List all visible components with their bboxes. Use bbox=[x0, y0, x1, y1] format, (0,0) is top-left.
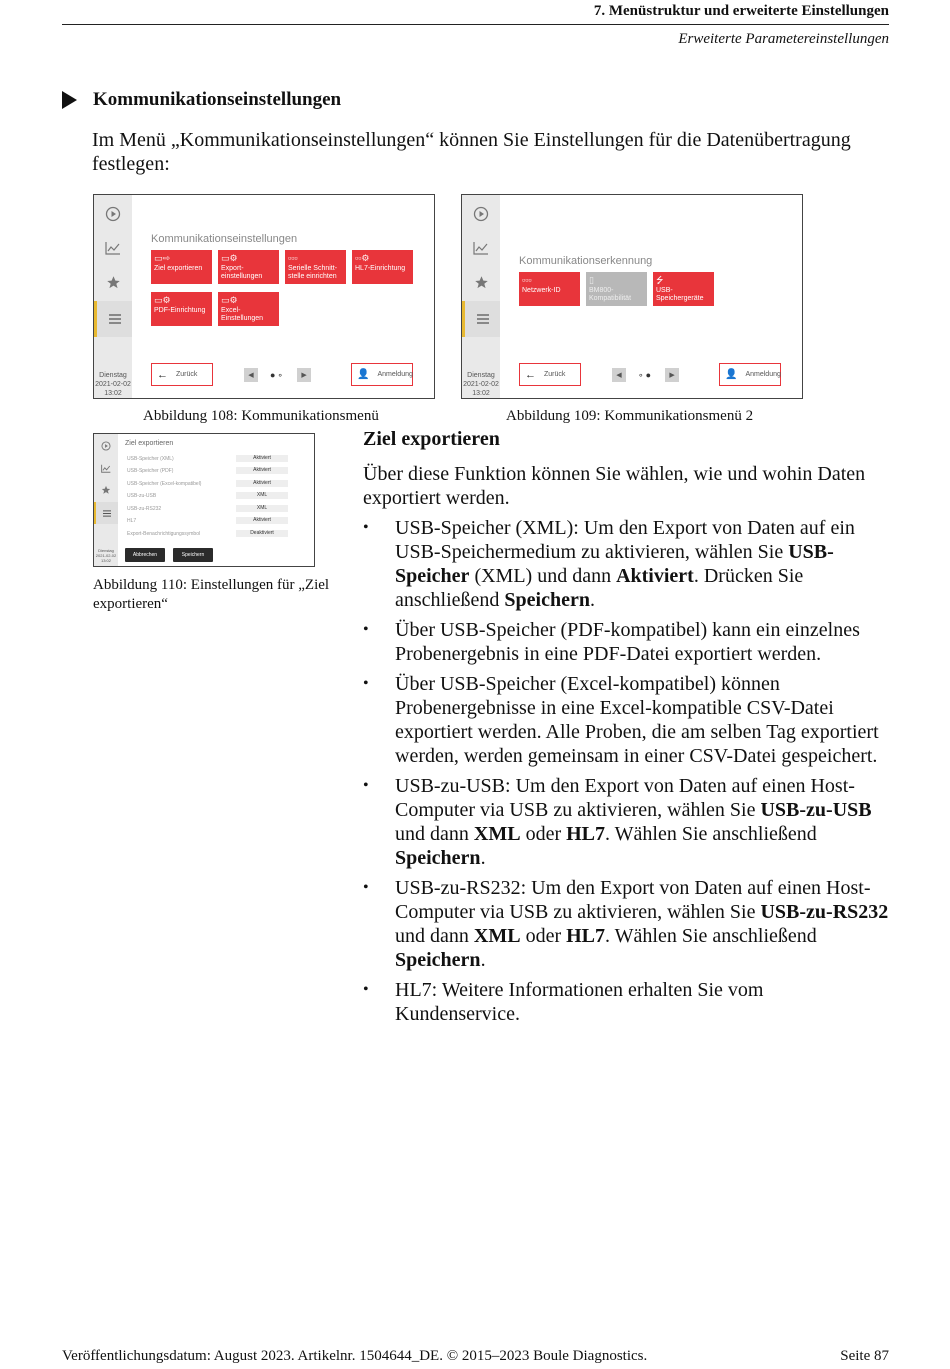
bold-text: USB-zu-USB bbox=[760, 799, 872, 821]
play-icon bbox=[462, 199, 500, 229]
setting-row-label: HL7 bbox=[127, 518, 137, 524]
tile-label: Netzwerk-ID bbox=[522, 287, 561, 294]
tile-label: Excel-Einstellungen bbox=[221, 307, 264, 322]
rail-day: Dienstag bbox=[98, 548, 114, 553]
tile-label: HL7-Einrichtung bbox=[355, 265, 406, 272]
setting-row-value: Aktiviert bbox=[236, 455, 288, 462]
next-page-icon: ▶ bbox=[297, 368, 311, 382]
page-dots: ∘● bbox=[638, 369, 654, 380]
page-dots: ●∘ bbox=[270, 369, 286, 380]
back-button bbox=[151, 363, 213, 386]
excel-settings-icon: ▭⚙ bbox=[221, 295, 238, 305]
chapter-header: 7. Menüstruktur und erweiterte Einstellungen bbox=[593, 3, 889, 19]
export-icon: ▭⇨ bbox=[154, 253, 171, 263]
tile-pdf-setup bbox=[151, 292, 212, 326]
caption-fig110-line2: exportieren“ bbox=[93, 596, 168, 612]
tile-hl7-setup bbox=[352, 250, 413, 284]
tile-serial-interface bbox=[285, 250, 346, 284]
setting-row-value: Aktiviert bbox=[236, 517, 288, 524]
menu-icon bbox=[462, 301, 500, 337]
section-title bbox=[62, 89, 341, 111]
tile-label: PDF-Einrichtung bbox=[154, 307, 206, 314]
arrow-left-icon: ← bbox=[525, 368, 536, 381]
bullet-item bbox=[363, 774, 893, 870]
network-settings-icon: ▫▫⚙ bbox=[355, 253, 370, 263]
setting-row-value: Aktiviert bbox=[236, 480, 288, 487]
tile-label: BM800-Kompatibilität bbox=[589, 287, 632, 302]
setting-row-label: USB-Speicher (XML) bbox=[127, 456, 174, 462]
bullet-item bbox=[363, 672, 893, 768]
chart-icon bbox=[94, 233, 132, 263]
menu-icon bbox=[94, 301, 132, 337]
side-rail bbox=[94, 434, 118, 566]
setting-row-label: USB-Speicher (PDF) bbox=[127, 468, 174, 474]
rail-day: Dienstag bbox=[99, 372, 127, 379]
export-settings-icon: ▭⚙ bbox=[221, 253, 238, 263]
tile-export-settings bbox=[218, 250, 279, 284]
tile-label: Export-einstellungen bbox=[221, 265, 263, 280]
bullet-text: . Drücken Sie anschließend bbox=[395, 565, 804, 611]
play-icon bbox=[94, 199, 132, 229]
setting-row-value: XML bbox=[236, 492, 288, 499]
bullet-item bbox=[363, 516, 893, 612]
caption-fig110-line1: Abbildung 110: Einstellungen für „Ziel bbox=[93, 577, 330, 593]
footer-page-number: Seite 87 bbox=[840, 1348, 889, 1364]
rail-time: 13:02 bbox=[104, 390, 122, 397]
bullet-text: oder bbox=[520, 925, 567, 947]
login-button bbox=[351, 363, 413, 386]
screenshot-communication-menu bbox=[93, 194, 435, 399]
caption-fig109: Abbildung 109: Kommunikationsmenü 2 bbox=[506, 408, 754, 424]
setting-row-label: USB-zu-RS232 bbox=[127, 506, 162, 512]
prev-page-icon: ◀ bbox=[612, 368, 626, 382]
bullet-text: und dann bbox=[395, 823, 474, 845]
play-icon bbox=[94, 436, 118, 456]
network-icon: ▫▫▫ bbox=[522, 275, 532, 285]
bullet-text: oder bbox=[520, 823, 567, 845]
star-icon bbox=[462, 267, 500, 297]
screen-title: Kommunikationseinstellungen bbox=[151, 233, 298, 245]
bold-text: XML bbox=[473, 925, 521, 947]
bold-text: USB-Speicher bbox=[395, 541, 834, 587]
tile-usb-storage bbox=[653, 272, 714, 306]
bold-text: HL7 bbox=[566, 925, 606, 947]
screenshot-export-destination bbox=[93, 433, 315, 567]
bullet-text: . bbox=[589, 589, 595, 611]
rail-date-value: 2021-02-02 bbox=[95, 553, 117, 558]
rail-date bbox=[462, 371, 500, 398]
header-rule bbox=[62, 24, 889, 25]
screen-title: Ziel exportieren bbox=[125, 440, 174, 447]
bold-text: Speichern bbox=[395, 949, 481, 971]
bold-text: HL7 bbox=[566, 823, 606, 845]
tile-network-id bbox=[519, 272, 580, 306]
bullet-text: . bbox=[480, 949, 486, 971]
login-label: Anmeldung bbox=[377, 371, 413, 378]
screenshot-communication-menu-2 bbox=[461, 194, 803, 399]
device-icon: ▯ bbox=[589, 275, 594, 285]
tile-label: Serielle Schnitt-stelle einrichten bbox=[288, 265, 338, 280]
footer-publication: Veröffentlichungsdatum: August 2023. Artikelnr. 1504644_DE. © 2015–2023 Boule Diagnostics. bbox=[62, 1348, 648, 1364]
back-label: Zurück bbox=[176, 371, 198, 378]
bold-text: Speichern bbox=[504, 589, 590, 611]
rail-date-value: 2021-02-02 bbox=[463, 381, 499, 388]
bullet-text: USB-zu-USB: Um den Export von Daten auf einen Host-Computer via USB zu aktivieren, wählen Sie bbox=[395, 775, 855, 821]
bullet-text: Über USB-Speicher (PDF-kompatibel) kann ein einzelnes Probenergebnis in eine PDF-Datei exportiert werden. bbox=[395, 619, 860, 665]
subheading: Ziel exportieren bbox=[363, 428, 500, 450]
caption-fig110 bbox=[93, 576, 329, 614]
bold-text: XML bbox=[473, 823, 521, 845]
bold-text: USB-zu-RS232 bbox=[760, 901, 889, 923]
bullet-text: . Wählen Sie anschließend bbox=[605, 925, 817, 947]
bullet-text: Über USB-Speicher (Excel-kompatibel) können Probenergebnisse in eine Excel-kompatible CSV-Datei exportiert werden. Alle Proben, die am selben Tag exportiert werden, werden gemeinsam in einer CSV-Datei gespeichert. bbox=[395, 673, 879, 767]
section-header: Erweiterte Parametereinstellungen bbox=[678, 31, 889, 47]
pager bbox=[612, 368, 679, 382]
arrow-left-icon: ← bbox=[157, 368, 168, 381]
bullet-text: und dann bbox=[395, 925, 474, 947]
bold-text: Speichern bbox=[395, 847, 481, 869]
bullet-text: . bbox=[480, 847, 486, 869]
bullet-list bbox=[363, 516, 893, 1032]
back-label: Zurück bbox=[544, 371, 566, 378]
screen-title: Kommunikationserkennung bbox=[519, 255, 653, 267]
login-label: Anmeldung bbox=[745, 371, 781, 378]
bold-text: Aktiviert bbox=[616, 565, 694, 587]
tile-label: USB-Speichergeräte bbox=[656, 287, 704, 302]
setting-row-label: USB-zu-USB bbox=[127, 493, 157, 499]
star-icon bbox=[94, 480, 118, 500]
bullet-text: HL7: Weitere Informationen erhalten Sie vom Kundenservice. bbox=[395, 979, 764, 1025]
setting-row-label: USB-Speicher (Excel-kompatibel) bbox=[127, 481, 202, 487]
login-button bbox=[719, 363, 781, 386]
setting-row-value: Aktiviert bbox=[236, 467, 288, 474]
pdf-settings-icon: ▭⚙ bbox=[154, 295, 171, 305]
triangle-bullet-icon bbox=[62, 91, 77, 109]
cancel-button: Abbrechen bbox=[125, 548, 165, 562]
back-button bbox=[519, 363, 581, 386]
menu-icon bbox=[94, 502, 118, 524]
tile-bm800-compat bbox=[586, 272, 647, 306]
pager bbox=[244, 368, 311, 382]
chart-icon bbox=[94, 458, 118, 478]
bullet-item bbox=[363, 978, 893, 1026]
caption-fig108: Abbildung 108: Kommunikationsmenü bbox=[143, 408, 379, 424]
bullet-text: . Wählen Sie anschließend bbox=[605, 823, 817, 845]
rail-date-value: 2021-02-02 bbox=[95, 381, 131, 388]
intro-paragraph: Im Menü „Kommunikationseinstellungen“ können Sie Einstellungen für die Datenübertragung festlegen: bbox=[92, 129, 851, 175]
rail-time: 13:02 bbox=[472, 390, 490, 397]
tile-label: Ziel exportieren bbox=[154, 265, 203, 272]
bullet-text: (XML) und dann bbox=[469, 565, 617, 587]
tile-excel-settings bbox=[218, 292, 279, 326]
rail-day: Dienstag bbox=[467, 372, 495, 379]
side-rail bbox=[462, 195, 500, 398]
usb-icon: ⭍ bbox=[656, 275, 664, 285]
star-icon bbox=[94, 267, 132, 297]
bullet-item bbox=[363, 618, 893, 666]
side-rail bbox=[94, 195, 132, 398]
rail-date bbox=[94, 548, 118, 563]
setting-row-value: Deaktiviert bbox=[236, 530, 288, 537]
network-icon: ▫▫▫ bbox=[288, 253, 298, 263]
tile-ziel-exportieren bbox=[151, 250, 212, 284]
section-title-text: Kommunikationseinstellungen bbox=[93, 89, 342, 110]
bullet-text: USB-zu-RS232: Um den Export von Daten auf einen Host-Computer via USB zu aktivieren, wählen Sie bbox=[395, 877, 871, 923]
setting-row-label: Export-Benachrichtigungssymbol bbox=[127, 531, 201, 537]
rail-date bbox=[94, 371, 132, 398]
prev-page-icon: ◀ bbox=[244, 368, 258, 382]
bullet-item bbox=[363, 876, 893, 972]
setting-row-value: XML bbox=[236, 505, 288, 512]
chart-icon bbox=[462, 233, 500, 263]
bullet-text: USB-Speicher (XML): Um den Export von Daten auf ein USB-Speichermedium zu aktivieren, wählen Sie bbox=[395, 517, 855, 563]
next-page-icon: ▶ bbox=[665, 368, 679, 382]
paragraph: Über diese Funktion können Sie wählen, wie und wohin Daten exportiert werden. bbox=[363, 463, 866, 509]
save-button: Speichern bbox=[173, 548, 213, 562]
user-icon: 👤 bbox=[357, 369, 370, 380]
user-icon: 👤 bbox=[725, 369, 738, 380]
rail-time: 13:02 bbox=[100, 558, 111, 563]
